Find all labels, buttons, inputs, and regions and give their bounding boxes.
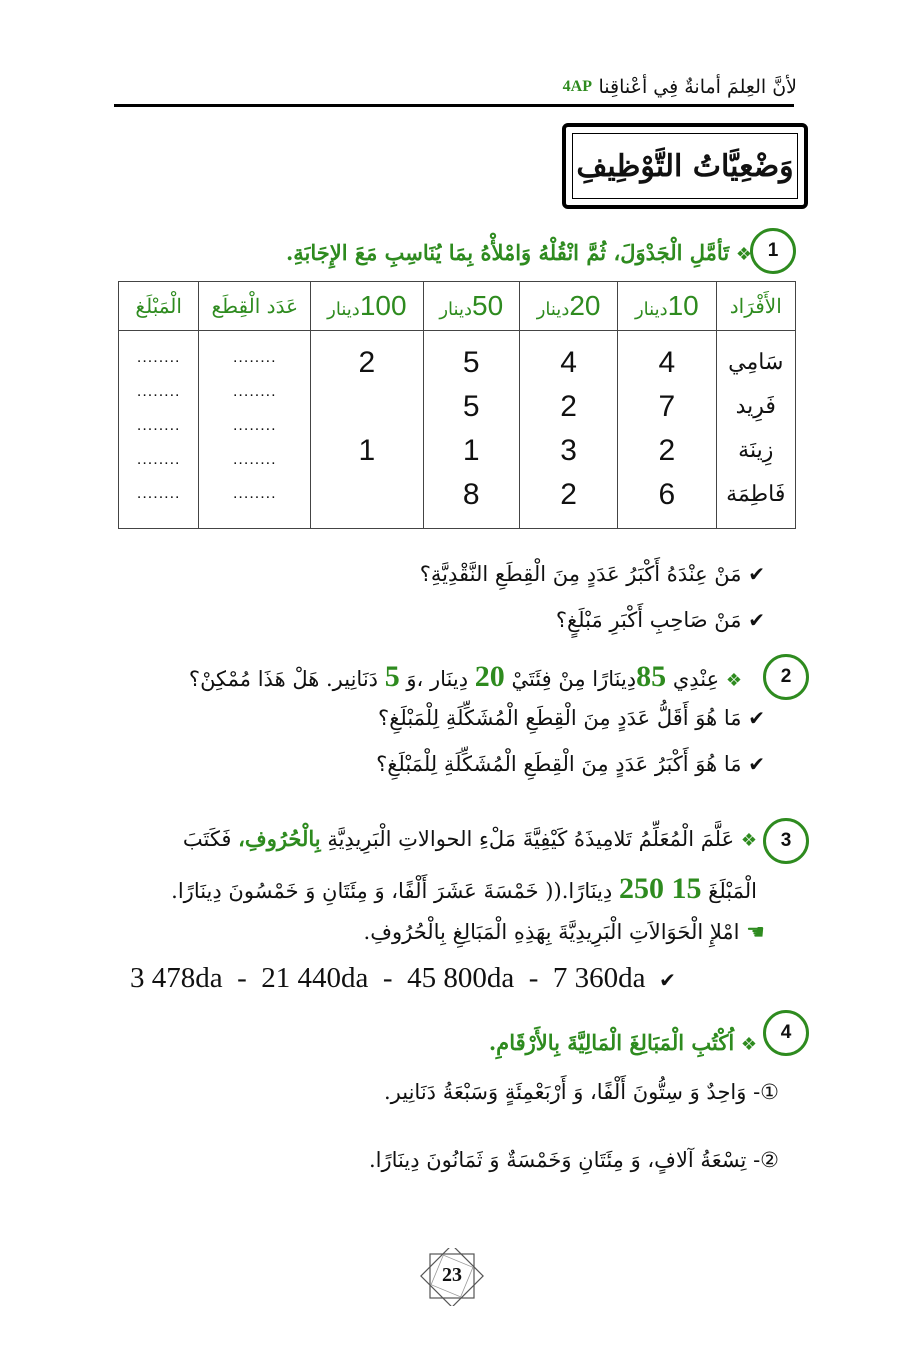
value-50-2: 5 (462, 390, 480, 423)
amounts-list: 3 478da - 21 440da - 45 800da - 7 360da ✔ (130, 962, 676, 994)
section-title: وَضْعِيَّاتُ التَّوْظِيفِ (572, 133, 798, 199)
exercise-4-number: 4 (763, 1010, 809, 1056)
exercise-1-question-2: ✔ مَنْ صَاحِبِ أَكْبَرِ مَبْلَغٍ؟ (555, 608, 765, 632)
header-100-dinar: 100دينار (311, 282, 423, 331)
dots: ........ (136, 383, 181, 400)
value-20-2: 2 (560, 390, 577, 423)
exercise-1-number: 1 (750, 228, 796, 274)
value-50-3: 1 (462, 434, 480, 467)
page-number: 23 (442, 1264, 462, 1286)
check-mark-icon: ✔ (748, 706, 765, 730)
value-10-2: 7 (658, 390, 676, 423)
exercise-4-item-1: ①- وَاحِدٌ وَ سِتُّونَ أَلْفًا، وَ أَرْبَعْمِئَةٍ وَسَبْعَةُ دَنَانِير. (383, 1080, 779, 1104)
circled-one-marker: ① (760, 1080, 779, 1104)
names-cell (716, 331, 796, 529)
exercise-1-instruction: تَأمَّلِ الْجَدْوَلَ، ثُمَّ انْقُلْهُ وَامْلأْهُ بِمَا يُنَاسِبِ مَعَ الإِجَابَةِ. (285, 240, 730, 265)
exercise-3-number: 3 (763, 818, 809, 864)
amount-85: 85 (636, 660, 667, 693)
diamond-bullet-icon: ❖ (725, 670, 742, 691)
check-mark-icon: ✔ (652, 968, 676, 992)
amount-20: 20 (474, 660, 505, 693)
exercise-2-question-1: ✔ مَا هُوَ أَقَلُّ عَدَدٍ مِنَ الْقِطَعِ الْمُشَكِّلَةِ لِلْمَبْلَغِ؟ (378, 706, 765, 730)
exercise-3-instruction: ☚ امْلإِ الْحَوَالاَتِ الْبَرِيدِيَّةَ بِهَذِهِ الْمَبَالِغِ بِالْحُرُوفِ. (363, 920, 765, 944)
header-people: الأَفْرَاد (716, 282, 796, 331)
header-level: 4AP (562, 78, 592, 95)
value-20-3: 3 (560, 434, 577, 467)
value-10-1: 4 (658, 346, 676, 379)
emphasis-letters: بِالْحُرُوفِ، (238, 826, 321, 851)
pointing-hand-icon: ☚ (746, 920, 765, 944)
amount-cell (119, 331, 199, 529)
value-10-4: 6 (658, 478, 676, 511)
name-2: فَرِيد (735, 394, 776, 419)
header-50-dinar: 50دينار (423, 282, 519, 331)
amount-item: 3 478da (130, 962, 223, 994)
header-divider (114, 104, 794, 107)
exercise-1-instruction-row (286, 240, 752, 265)
exercise-1-question-1: ✔ مَنْ عِنْدَهُ أَكْبَرُ عَدَدٍ مِنَ الْقِطَعِ النَّقْدِيَّةِ؟ (419, 562, 765, 586)
value-10-3: 2 (658, 434, 676, 467)
dots: ........ (232, 485, 277, 502)
name-1: سَامِي (728, 350, 784, 375)
header-amount: الْمَبْلَغ (119, 282, 199, 331)
page-number-badge (416, 1248, 488, 1306)
dots: ........ (232, 451, 277, 468)
exercise-4-instruction: اُكْتُبِ الْمَبَالِغَ الْمَالِيَّةَ بِالأَرْقَامِ. (488, 1030, 735, 1055)
example-amount: 15 250 (618, 872, 702, 905)
amount-5: 5 (384, 660, 400, 693)
header-piece-count: عَدَد الْقِطَع (199, 282, 311, 331)
table-header-row (119, 282, 796, 331)
money-table (118, 281, 796, 529)
check-mark-icon: ✔ (748, 608, 765, 632)
exercise-2-statement: ❖ عِنْدِي 85دِينَارًا مِنْ فِئَتَيْ 20 دِينَار ،وَ 5 دَنَانِير. هَلْ هَذَا مُمْكِنْ؟ (188, 660, 742, 693)
dots: ........ (232, 383, 277, 400)
page-header (107, 68, 797, 108)
section-title-box (562, 123, 808, 209)
amount-item: 7 360da (552, 962, 646, 994)
exercise-4-instruction-row (489, 1030, 757, 1055)
dots: ........ (136, 485, 181, 502)
amount-item: 21 440da (261, 962, 369, 994)
exercise-3-line-1: ❖ عَلَّمَ الْمُعَلِّمُ تَلامِيذَهُ كَيْفِيَّةَ مَلْءِ الحوالاتِ الْبَرِيدِيَّةِ بِالْحُرُوفِ، فَكَتَبَ (182, 826, 757, 851)
value-50-1: 5 (462, 346, 480, 379)
check-mark-icon: ✔ (748, 562, 765, 586)
dots: ........ (136, 417, 181, 434)
diamond-bullet-icon: ❖ (735, 244, 752, 265)
dots: ........ (136, 451, 181, 468)
count-cell (199, 331, 311, 529)
dots: ........ (232, 417, 277, 434)
col-50-cell (423, 331, 519, 529)
dots: ........ (232, 349, 277, 366)
amount-item: 45 800da (407, 962, 515, 994)
col-20-cell (519, 331, 617, 529)
value-100-2: 1 (358, 434, 376, 467)
exercise-2-question-2: ✔ مَا هُوَ أَكْبَرُ عَدَدٍ مِنَ الْقِطَعِ الْمُشَكِّلَةِ لِلْمَبْلَغِ؟ (376, 752, 765, 776)
diamond-bullet-icon: ❖ (740, 830, 757, 851)
col-10-cell (618, 331, 716, 529)
value-20-1: 4 (560, 346, 577, 379)
diamond-bullet-icon: ❖ (740, 1034, 757, 1055)
circled-two-marker: ② (760, 1148, 779, 1172)
header-motto: لأنَّ العِلمَ أمانةٌ فِي أعْناقِنا (598, 76, 797, 98)
header-20-dinar: 20دينار (519, 282, 617, 331)
table-body-row (119, 331, 796, 529)
exercise-3-line-2: الْمَبْلَغَ 15 250 دِينَارًا.(( خَمْسَةَ عَشَرَ أَلْفًا، وَ مِئَتَانِ وَ خَمْسُونَ دِينَارًا. (171, 872, 757, 905)
value-20-4: 2 (560, 478, 577, 511)
name-4: فَاطِمَة (726, 482, 786, 507)
value-50-4: 8 (462, 478, 480, 511)
dots: ........ (136, 349, 181, 366)
check-mark-icon: ✔ (748, 752, 765, 776)
name-3: زِينَة (738, 438, 774, 463)
value-100-1: 2 (358, 346, 376, 379)
exercise-2-number: 2 (763, 654, 809, 700)
header-10-dinar: 10دينار (618, 282, 716, 331)
col-100-cell (311, 331, 423, 529)
exercise-4-item-2: ②- تِسْعَةُ آلافٍ، وَ مِئَتَانِ وَخَمْسَةٌ وَ ثَمَانُونَ دِينَارًا. (368, 1148, 779, 1172)
